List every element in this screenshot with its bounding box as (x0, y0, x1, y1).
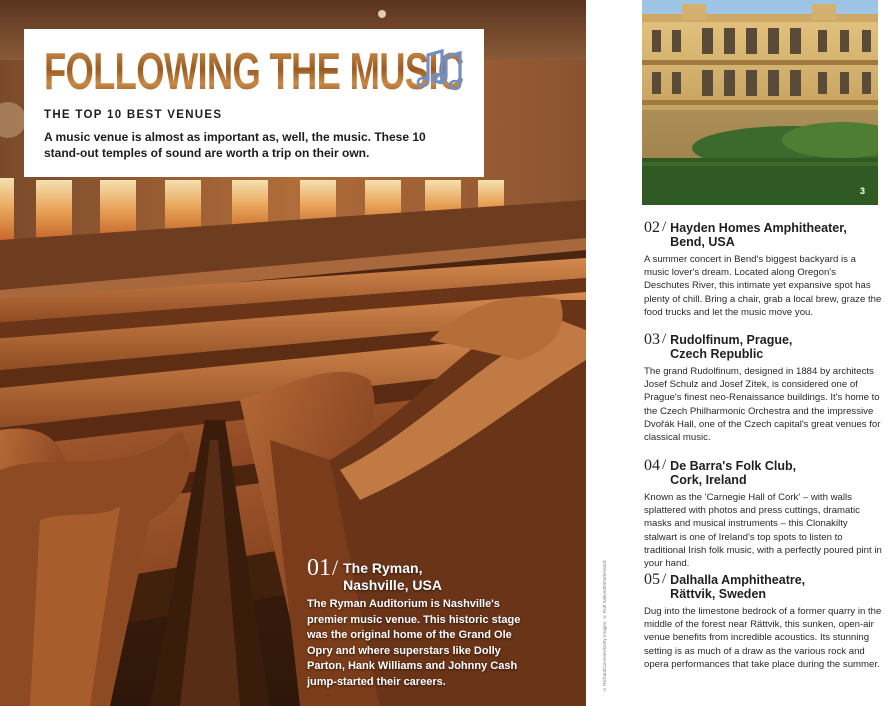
venue-name-line1: Rudolfinum, Prague, (670, 333, 793, 347)
number-separator: / (662, 571, 667, 587)
venue-number: 01 (307, 555, 331, 581)
venue-number: 03 (644, 331, 660, 348)
venue-heading (307, 556, 537, 594)
venue-name (670, 219, 847, 249)
venue-name-line2: Bend, USA (670, 235, 735, 249)
venue-name (670, 457, 796, 487)
venue-05 (644, 571, 882, 671)
venue-name (670, 571, 805, 601)
venue-01 (307, 556, 537, 690)
venue-04 (644, 457, 882, 570)
number-separator: / (662, 219, 667, 235)
venue-description: A summer concert in Bend's biggest backyard is a music lover's dream. Located along Oregon's Deschutes River, this intimate yet expansive spot has plenty of chill. Bring a chair, grab a local brew, graze the food trucks and let the music move you. (644, 254, 882, 318)
music-notes-icon (414, 47, 466, 95)
venue-number: 05 (644, 571, 660, 588)
photo-number: 3 (860, 186, 866, 196)
venue-name (343, 556, 442, 594)
number-separator: / (662, 457, 667, 473)
number-separator: / (662, 331, 667, 347)
venue-name (670, 331, 792, 361)
venue-description: The Ryman Auditorium is Nashville's premier music venue. This historic stage was the original home of the Grand Ole Opry and where superstars like Dolly Parton, Hank Williams and Johnny Cash jump-started their careers. (307, 598, 521, 688)
venue-name-line2: Cork, Ireland (670, 473, 747, 487)
venue-name-line2: Czech Republic (670, 347, 764, 361)
venue-description: Known as the 'Carnegie Hall of Cork' – with walls splattered with photos and press cuttings, dramatic masks and musical instruments – this Clonakilty stalwart is one of Ireland's top spots to listen to traditional Irish folk music, with a perfectly poured pint in your hand. (644, 492, 882, 570)
venue-name-line1: De Barra's Folk Club, (670, 459, 797, 473)
venue-number: 02 (644, 219, 660, 236)
venue-name-line1: The Ryman, (343, 560, 423, 576)
venue-03 (644, 331, 882, 444)
intro-text: A music venue is almost as important as, well, the music. These 10 stand-out temples of sound are worth a trip on their own. (44, 130, 426, 160)
venue-name-line2: Rättvik, Sweden (670, 587, 767, 601)
page-title: FOLLOWING THE MUSIC (44, 43, 464, 101)
venue-name-line1: Hayden Homes Amphitheater, (670, 221, 847, 235)
venue-heading (644, 219, 882, 249)
venue-name-line1: Dalhalla Amphitheatre, (670, 573, 806, 587)
venue-heading (644, 571, 882, 601)
subtitle: THE TOP 10 BEST VENUES (44, 109, 223, 121)
venue-description: Dug into the limestone bedrock of a former quarry in the middle of the forest near Rättvik, this sunken, open-air venue benefits from incredible acoustics. Its stunning setting is as much of a draw as the various rock and opera performances that take place during the summer. (644, 606, 882, 670)
venue-heading (644, 457, 882, 487)
venue-02 (644, 219, 882, 319)
venue-description: The grand Rudolfinum, designed in 1884 by architects Josef Schulz and Josef Zítek, is considered one of Prague's finest neo-Renaissance buildings. It's home to the Czech Philharmonic Orchestra and the impressive Dvořák Hall, one of the Czech capital's great venues for classical music. (644, 366, 881, 444)
number-separator: / (332, 555, 339, 580)
photo-credit: © RichardCummins/Getty Images; © Rolf Saltvedt/Shutterstock (602, 560, 607, 692)
venue-number: 04 (644, 457, 660, 474)
title-box (24, 29, 484, 177)
rudolfinum-photo (642, 0, 878, 205)
venue-name-line2: Nashville, USA (343, 577, 442, 593)
venue-heading (644, 331, 882, 361)
